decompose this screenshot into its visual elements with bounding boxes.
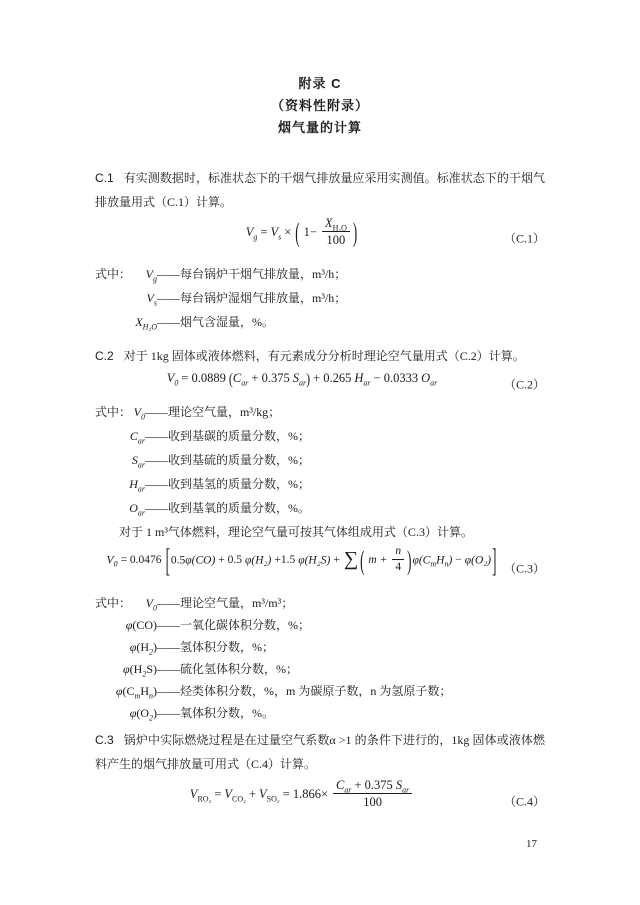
def-dash: ——: [157, 640, 179, 654]
right-bracket: ]: [492, 540, 497, 579]
def-text: 理论空气量，m³/kg；: [168, 405, 281, 419]
appendix-subtitle: （资料性附录）: [270, 98, 369, 113]
formula-c4-label: （C.4）: [503, 794, 545, 809]
summation-symbol: ∑: [343, 548, 359, 571]
def-term: $\varphi(O_2)$: [129, 706, 157, 723]
def-text: 氧体积分数，%。: [180, 706, 274, 720]
def-dash: ——: [157, 596, 179, 610]
def-term: $S_{ar}$: [131, 453, 145, 470]
def-term: $C_{ar}$: [129, 429, 145, 446]
def-term: $O_{ar}$: [129, 501, 145, 518]
clause-c2-number: C.2: [95, 349, 114, 363]
def-term: φ(CO): [125, 618, 157, 632]
left-paren: (: [228, 369, 233, 389]
appendix-title: 附录 C: [298, 76, 342, 91]
formula-c1: $V_g = V_s$ × ( 1− $\frac{X_{H_2O}}{100}$ ) （C.1）: [95, 217, 545, 259]
clause-c3-number: C.3: [95, 733, 114, 747]
def-text: 烃类体积分数，%，m 为碳原子数，n 为氢原子数；: [180, 684, 452, 698]
clause-c3-paragraph: [95, 728, 545, 776]
right-paren: ): [407, 543, 412, 576]
def-dash: ——: [145, 453, 167, 467]
formula-c3-label: （C.3）: [503, 561, 545, 576]
formula-c3: $V_0 = 0.0476$ [0.5φ(CO) + 0.5 φ(H₂) +1.5 φ(H₂S) + ∑ ( m + $\frac{n}{4}$ )$\varphi(C_mH_n) - \varphi(O_2)$] （C.3）: [95, 546, 545, 590]
def-row: [95, 472, 545, 496]
definition-list-c2: [95, 400, 545, 520]
right-paren: ): [306, 369, 311, 389]
page-content: [95, 76, 545, 826]
clause-c3-text: 锅炉中实际燃烧过程是在过量空气系数α >1 的条件下进行的，1kg 固体或液体燃料产生的烟气排放量可用式（C.4）计算。: [95, 733, 545, 771]
def-term: $V_0$: [145, 596, 157, 613]
def-row: [95, 636, 545, 658]
def-row: [95, 496, 545, 520]
def-dash: ——: [145, 477, 167, 491]
fraction: $\frac{n}{4}$: [392, 545, 404, 574]
fraction: $\frac{C_{ar} + 0.375 S_{ar}}{100}$: [333, 778, 412, 810]
def-text: 收到基氢的质量分数，%；: [168, 477, 310, 491]
def-row: [95, 400, 545, 424]
def-row: [95, 424, 545, 448]
def-dash: ——: [157, 706, 179, 720]
fraction: $\frac{X_{H_2O}}{100}$: [322, 216, 350, 248]
def-dash: ——: [157, 684, 179, 698]
where-label: 式中：: [95, 405, 132, 419]
def-text: 硫化氢体积分数，%；: [180, 662, 298, 676]
def-dash: ——: [157, 315, 179, 329]
def-row: [95, 592, 545, 614]
clause-c1-paragraph: [95, 166, 545, 214]
def-text: 每台锅炉湿烟气排放量，m³/h；: [180, 291, 347, 305]
def-dash: ——: [157, 267, 179, 281]
def-term: $V_g$: [145, 267, 157, 284]
formula-c2-label: （C.2）: [503, 377, 545, 392]
clause-c2-paragraph: [95, 344, 545, 368]
def-term: $\varphi(H_2S)$: [123, 662, 157, 679]
def-dash: ——: [157, 662, 179, 676]
def-row: [95, 614, 545, 636]
def-row: [95, 286, 545, 310]
def-row: [95, 262, 545, 286]
def-term: $V_s$: [146, 291, 157, 308]
formula-c4: $V_{RO_2} = V_{CO_2} + V_{SO_2} = 1.866\times$ $\frac{C_{ar} + 0.375 S_{ar}}{100}$ （C.4）: [189, 778, 545, 810]
clause-c1-text: 有实测数据时，标准状态下的干烟气排放量应采用实测值。标准状态下的干烟气排放量用式（C.1）计算。: [95, 171, 545, 209]
def-row: [95, 658, 545, 680]
def-dash: ——: [145, 405, 167, 419]
where-label: 式中：: [95, 596, 132, 610]
def-text: 收到基碳的质量分数，%；: [168, 429, 310, 443]
def-row: [95, 310, 545, 334]
def-dash: ——: [145, 501, 167, 515]
formula-c1-label: （C.1）: [503, 231, 545, 246]
clause-c2-text: 对于 1kg 固体或液体燃料，有元素成分分析时理论空气量用式（C.2）计算。: [123, 349, 525, 363]
appendix-heading: 烟气量的计算: [277, 120, 362, 135]
def-text: 每台锅炉干烟气排放量，m³/h；: [180, 267, 347, 281]
def-row: [95, 680, 545, 702]
formula-c2: $V_0 = 0.0889$ ($C_{ar} + 0.375$ $S_{ar}) + 0.265$ $H_{ar} - 0.0333$ $O_{ar}$ （C.2）: [166, 369, 545, 392]
left-bracket: [: [165, 540, 170, 579]
def-term: $\varphi(C_mH_n)$: [115, 684, 157, 701]
page-number: 17: [526, 838, 537, 850]
left-paren: (: [360, 543, 365, 576]
gas-fuel-paragraph: 对于 1 m³气体燃料，理论空气量可按其气体组成用式（C.3）计算。: [119, 525, 473, 539]
def-dash: ——: [157, 291, 179, 305]
def-text: 氢体积分数，%；: [180, 640, 274, 654]
def-text: 收到基硫的质量分数，%；: [168, 453, 310, 467]
formula-c1-var: V: [245, 224, 254, 239]
def-dash: ——: [157, 618, 179, 632]
def-term: $V_0$: [133, 405, 145, 422]
def-row: [95, 448, 545, 472]
clause-c1-number: C.1: [95, 171, 114, 185]
def-text: 烟气含湿量，%。: [180, 315, 274, 329]
left-paren: (: [295, 216, 300, 248]
def-text: 理论空气量，m³/m³；: [180, 596, 294, 610]
def-term: $\varphi(H_2)$: [129, 640, 157, 657]
def-text: 收到基氧的质量分数，%。: [168, 501, 310, 515]
def-term: $X_{H_2O}$: [135, 315, 157, 332]
definition-list-c1: [95, 262, 545, 334]
def-dash: ——: [145, 429, 167, 443]
def-row: [95, 702, 545, 724]
right-paren: ): [352, 216, 358, 248]
definition-list-c3: [95, 592, 545, 724]
def-text: 一氧化碳体积分数，%；: [180, 618, 310, 632]
where-label: 式中：: [95, 267, 132, 281]
def-term: $H_{ar}$: [129, 477, 145, 494]
